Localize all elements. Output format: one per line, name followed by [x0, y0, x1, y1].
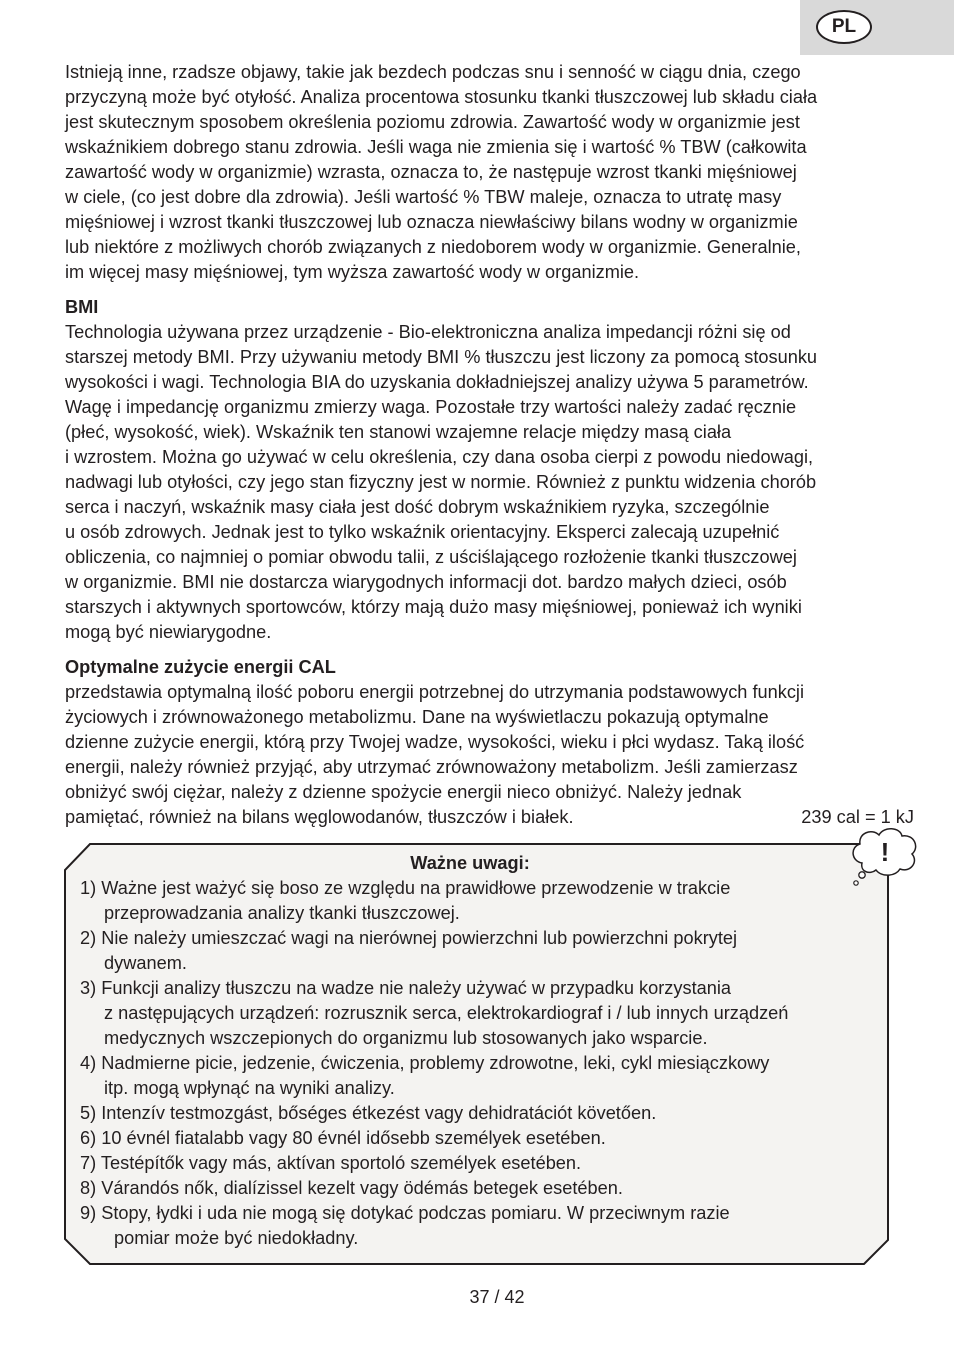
note-item: 9) Stopy, łydki i uda nie mogą się dotykać podczas pomiaru. W przeciwnym razie pomiar może być niedokładny. — [80, 1203, 730, 1248]
bmi-line: wysokości i wagi. Technologia BIA do uzyskania dokładniejszej analizy używa 5 parametrów. — [65, 372, 809, 392]
bmi-line: w organizmie. BMI nie dostarcza wiarygodnych informacji dot. bardzo małych dzieci, osób — [65, 572, 787, 592]
note-item: 7) Testépítők vagy más, aktívan sportoló személyek esetében. — [80, 1153, 582, 1173]
important-notes-box — [64, 843, 890, 1266]
intro-line: lub niektóre z możliwych chorób związanych z niedoborem wody w organizmie. Generalnie, — [65, 237, 801, 257]
intro-line: im więcej masy mięśniowej, tym wyższa zawartość wody w organizmie. — [65, 262, 640, 282]
bmi-line: u osób zdrowych. Jednak jest to tylko wskaźnik orientacyjny. Eksperci zalecają uzupełnić — [65, 522, 780, 542]
cal-line: przedstawia optymalną ilość poboru energii potrzebnej do utrzymania podstawowych funkcji — [65, 682, 805, 702]
cal-conversion: 239 cal = 1 kJ — [801, 807, 914, 827]
cal-last-line — [65, 805, 914, 830]
note-item: 6) 10 évnél fiatalabb vagy 80 évnél idősebb személyek esetében. — [80, 1128, 606, 1148]
bmi-line: mogą być niewiarygodne. — [65, 622, 272, 642]
bmi-line: starszych i aktywnych sportowców, którzy mają dużo masy mięśniowej, ponieważ ich wyniki — [65, 597, 802, 617]
cal-paragraph — [65, 680, 920, 805]
bmi-line: Technologia używana przez urządzenie - Bio-elektroniczna analiza impedancji różni się od — [65, 322, 791, 342]
intro-line: w ciele, (co jest dobre dla zdrowia). Jeśli wartość % TBW maleje, oznacza to utratę masy — [65, 187, 782, 207]
bmi-line: (płeć, wysokość, wiek). Wskaźnik ten stanowi wzajemne relacje między masą ciała — [65, 422, 732, 442]
intro-line: zawartość wody w organizmie) wzrasta, oznacza to, że następuje wzrost tkanki mięśniowej — [65, 162, 797, 182]
intro-line: wskaźnikiem dobrego stanu zdrowia. Jeśli waga nie zmienia się i wartość % TBW (całkowita — [65, 137, 807, 157]
note-item: 3) Funkcji analizy tłuszczu na wadze nie należy używać w przypadku korzystania z następujących urządzeń: rozrusznik serca, elektrokardiograf i / lub innych urządzeń medycznych wszczepionych do organizmu lub stosowanych jako wsparcie. — [80, 978, 789, 1048]
warning-mark: ! — [880, 837, 890, 867]
page-number: 37 / 42 — [469, 1287, 525, 1307]
bmi-line: nadwagi lub otyłości, czy jego stan fizyczny jest w normie. Również z punktu widzenia chorób — [65, 472, 817, 492]
note-item: 8) Várandós nők, dialízissel kezelt vagy ödémás betegek esetében. — [80, 1178, 623, 1198]
bmi-line: Wagę i impedancję organizmu zmierzy waga. Pozostałe trzy wartości należy zadać ręcznie — [65, 397, 797, 417]
intro-line: Istnieją inne, rzadsze objawy, takie jak bezdech podczas snu i senność w ciągu dnia, czego — [65, 62, 801, 82]
warning-bubble-icon — [848, 825, 920, 891]
bmi-paragraph — [65, 320, 920, 645]
bmi-line: i wzrostem. Można go używać w celu określenia, czy dana osoba cierpi z powodu niedowagi, — [65, 447, 814, 467]
cal-line: dzienne zużycie energii, którą przy Twojej wadze, wysokości, wieku i płci wydasz. Taką ilość — [65, 732, 805, 752]
bmi-line: serca i naczyń, wskaźnik masy ciała jest dość dobrym wskaźnikiem ryzyka, szczególnie — [65, 497, 770, 517]
cal-line: energii, należy również przyjąć, aby utrzymać zrównoważony metabolizm. Jeśli zamierzasz — [65, 757, 798, 777]
intro-line: mięśniowej i wzrost tkanki tłuszczowej lub oznacza niewłaściwy bilans wodny w organizmie — [65, 212, 798, 232]
language-badge: PL — [816, 10, 872, 44]
note-item: 4) Nadmierne picie, jedzenie, ćwiczenia, problemy zdrowotne, leki, cykl miesiączkowy itp. mogą wpłynąć na wyniki analizy. — [80, 1053, 770, 1098]
intro-line: przyczyną może być otyłość. Analiza procentowa stosunku tkanki tłuszczowej lub składu ciała — [65, 87, 818, 107]
cal-last-text: pamiętać, również na bilans węglowodanów, tłuszczów i białek. — [65, 807, 574, 827]
cal-heading: Optymalne zużycie energii CAL — [65, 657, 336, 677]
notes-title: Ważne uwagi: — [410, 853, 530, 873]
intro-paragraph — [65, 60, 920, 285]
note-item: 2) Nie należy umieszczać wagi na nierównej powierzchni lub powierzchni pokrytej dywanem. — [80, 928, 738, 973]
bmi-heading: BMI — [65, 297, 99, 317]
note-item: 5) Intenzív testmozgást, bőséges étkezést vagy dehidratációt követően. — [80, 1103, 657, 1123]
bmi-line: obliczenia, co najmniej o pomiar obwodu talii, z uściślającego rozłożenie tkanki tłuszczowej — [65, 547, 797, 567]
notes-list — [80, 876, 880, 1251]
bmi-line: starszej metody BMI. Przy używaniu metody BMI % tłuszczu jest liczony za pomocą stosunku — [65, 347, 818, 367]
language-tab — [800, 0, 954, 55]
intro-line: jest skutecznym sposobem określenia poziomu zdrowia. Zawartość wody w organizmie jest — [65, 112, 800, 132]
cal-line: obniżyć swój ciężar, należy z dzienne spożycie energii nieco obniżyć. Należy jednak — [65, 782, 742, 802]
cal-line: życiowych i zrównoważonego metabolizmu. Dane na wyświetlaczu pokazują optymalne — [65, 707, 769, 727]
main-content — [65, 60, 920, 830]
note-item: 1) Ważne jest ważyć się boso ze względu na prawidłowe przewodzenie w trakcie przeprowadzania analizy tkanki tłuszczowej. — [80, 878, 731, 923]
